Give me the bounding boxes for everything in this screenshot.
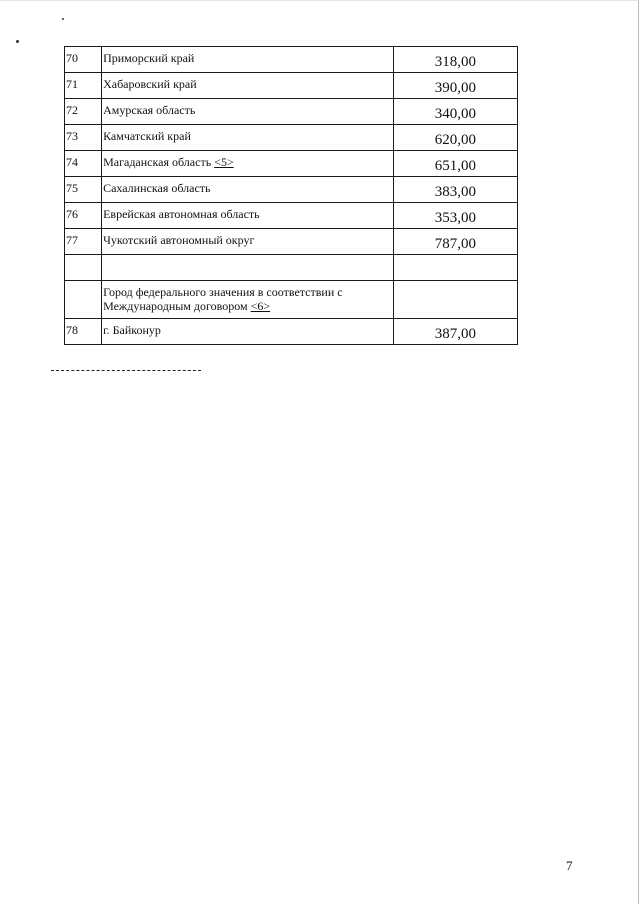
regional-values-table [64,46,518,345]
value-cell: 787,00 [393,229,517,255]
row-number [65,255,102,281]
region-name-cell [102,229,394,255]
value-cell: 383,00 [393,177,517,203]
value-cell: 353,00 [393,203,517,229]
region-name-cell [102,319,394,345]
scan-speck [16,40,19,43]
table-body [65,47,518,345]
region-name-cell [102,177,394,203]
region-name: Чукотский автономный округ [103,233,255,247]
region-name: Амурская область [103,103,196,117]
region-name: Камчатский край [103,129,191,143]
page-number: 7 [566,858,573,873]
row-number: 73 [65,125,102,151]
table-row [65,151,518,177]
value-cell [393,281,517,319]
value-cell [393,255,517,281]
row-number: 71 [65,73,102,99]
region-name: Приморский край [103,51,195,65]
region-name-cell [102,73,394,99]
region-name-cell [102,255,394,281]
row-number: 78 [65,319,102,345]
table-row [65,177,518,203]
footnote-reference: <5> [214,155,234,169]
footnote-reference: <6> [250,299,271,313]
scan-speck [62,18,64,20]
value-cell: 318,00 [393,47,517,73]
table-row [65,73,518,99]
table-row [65,99,518,125]
region-name: Хабаровский край [103,77,197,91]
region-name-cell [102,203,394,229]
row-number: 75 [65,177,102,203]
region-name-cell [102,281,394,319]
row-number: 77 [65,229,102,255]
value-cell: 390,00 [393,73,517,99]
table-row [65,203,518,229]
row-number: 72 [65,99,102,125]
value-cell: 340,00 [393,99,517,125]
table-row [65,255,518,281]
value-cell: 651,00 [393,151,517,177]
region-name: Магаданская область [103,155,212,169]
value-cell: 620,00 [393,125,517,151]
row-number: 74 [65,151,102,177]
row-number: 70 [65,47,102,73]
row-number: 76 [65,203,102,229]
table-row [65,281,518,319]
region-name: Еврейская автономная область [103,207,260,221]
region-name-cell [102,47,394,73]
table-row [65,229,518,255]
region-name: Город федерального значения в соответствии с Международным договором [103,285,343,313]
footnote-separator [51,370,201,371]
row-number [65,281,102,319]
region-name-cell [102,99,394,125]
region-name: г. Байконур [103,323,161,337]
region-name: Сахалинская область [103,181,211,195]
table-row [65,319,518,345]
region-name-cell [102,151,394,177]
value-cell: 387,00 [393,319,517,345]
table-row [65,47,518,73]
region-name-cell [102,125,394,151]
table-row [65,125,518,151]
